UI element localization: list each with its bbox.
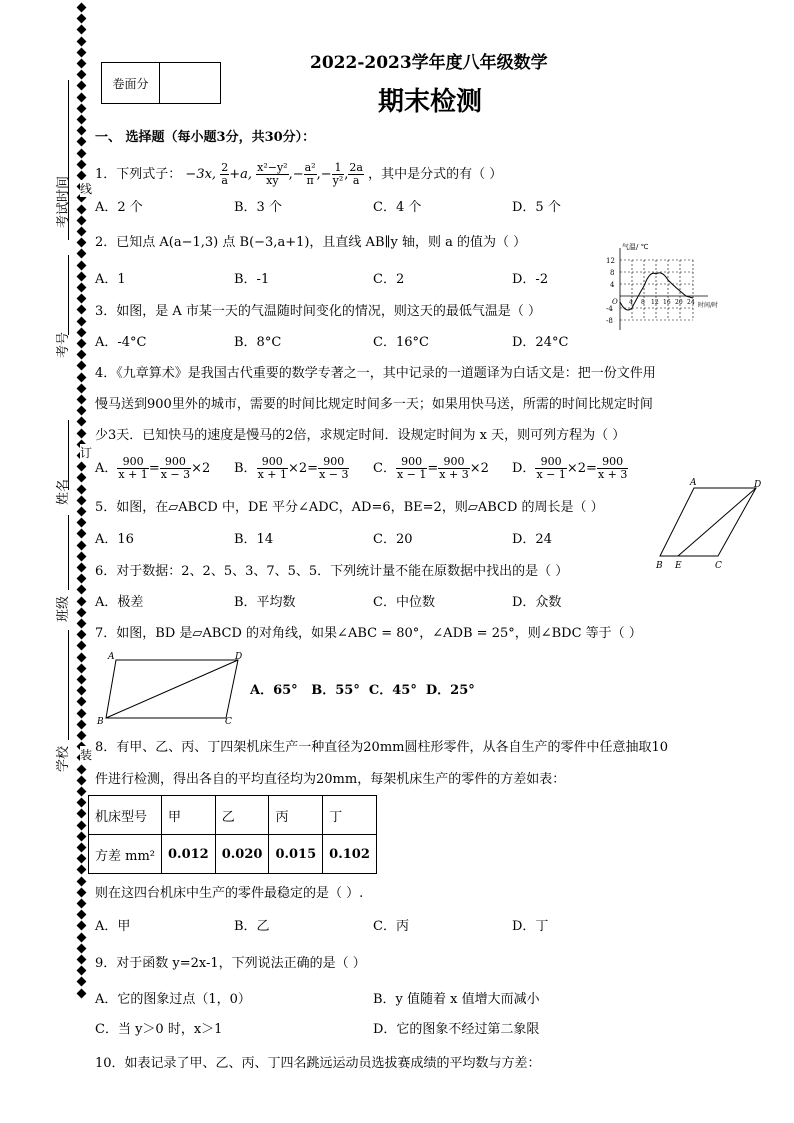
q5-option-b: B．14	[234, 532, 274, 547]
school-label: 学校	[56, 745, 71, 772]
binding-diamond	[77, 910, 87, 920]
table-cell: 0.102	[323, 835, 377, 874]
binding-diamond	[77, 563, 87, 573]
binding-diamond	[77, 540, 87, 550]
q5-label-d: D	[754, 480, 762, 490]
binding-diamond	[77, 495, 87, 505]
q3-chart-xtick: 12	[651, 299, 659, 306]
q1-stem-a: 1．下列式子：	[95, 167, 182, 182]
xian-mark: 线	[80, 182, 93, 196]
binding-diamond	[77, 663, 87, 673]
binding-diamond	[77, 171, 87, 181]
q5-label-c: C	[715, 561, 722, 571]
q4-option-b: B． $\frac{900}{x + 1}$ ×2= $\frac{900}{x - 3}$	[234, 455, 349, 481]
exam-subtitle: 期末检测	[378, 87, 483, 117]
binding-diamond	[77, 507, 87, 517]
table-cell: 丁	[323, 796, 377, 835]
q3-chart-xtick: 4	[629, 299, 633, 306]
score-box-label: 卷面分	[102, 63, 160, 103]
binding-diamond	[77, 260, 87, 270]
binding-diamond	[77, 305, 87, 315]
q2-option-b: B．-1	[234, 272, 270, 287]
table-cell: 0.020	[215, 835, 269, 874]
q7-label-d: D	[235, 652, 243, 662]
binding-diamond	[77, 921, 87, 931]
q9-option-c: C．当 y＞0 时，x＞1	[95, 1022, 223, 1037]
binding-diamond	[77, 966, 87, 976]
q3-chart-xtick: 20	[675, 299, 683, 306]
q5-label-b: B	[656, 561, 663, 571]
binding-diamond	[77, 708, 87, 718]
binding-diamond	[77, 417, 87, 427]
binding-diamond	[77, 887, 87, 897]
binding-diamond	[77, 204, 87, 214]
q7-stem: 7．如图，BD 是▱ABCD 的对角线，如果∠ABC = 80°，∠ADB = 25°，则∠BDC 等于（ ）	[95, 626, 642, 641]
binding-diamond	[77, 406, 87, 416]
q1-option-a: A．2 个	[95, 200, 143, 215]
q8-option-d: D．丁	[512, 919, 549, 934]
q9-option-a: A．它的图象过点（1，0）	[95, 992, 251, 1007]
q5-stem: 5．如图，在▱ABCD 中，DE 平分∠ADC，AD=6，BE=2，则▱ABCD 的周长是（ ）	[95, 500, 604, 515]
binding-diamond	[77, 372, 87, 382]
binding-diamond	[77, 227, 87, 237]
binding-diamond	[77, 955, 87, 965]
binding-diamond	[77, 943, 87, 953]
q7-label-b: B	[97, 717, 104, 727]
binding-diamond	[77, 686, 87, 696]
exam-time-label: 考试时间	[56, 175, 71, 228]
binding-diamond	[77, 641, 87, 651]
q9-option-b: B．y 值随着 x 值增大而减小	[373, 992, 540, 1007]
q1-option-d: D．5 个	[512, 200, 561, 215]
binding-diamond	[77, 607, 87, 617]
binding-diamond	[77, 25, 87, 35]
binding-diamond	[77, 932, 87, 942]
q3-option-a: A．-4°C	[95, 335, 147, 350]
q2-option-c: C．2	[373, 272, 405, 287]
q10-stem: 10．如表记录了甲、乙、丙、丁四名跳远运动员选拔赛成绩的平均数与方差：	[95, 1056, 541, 1071]
binding-diamond	[77, 92, 87, 102]
binding-diamond	[77, 843, 87, 853]
q9-stem: 9．对于函数 y=2x-1，下列说法正确的是（ ）	[95, 956, 366, 971]
q6-option-a: A．极差	[95, 595, 144, 610]
q2-option-a: A．1	[95, 272, 126, 287]
q5-option-a: A．16	[95, 532, 134, 547]
q6-option-d: D．众数	[512, 595, 562, 610]
binding-diamond	[77, 383, 87, 393]
binding-diamond	[77, 977, 87, 987]
binding-diamond	[77, 484, 87, 494]
table-cell: 机床型号	[89, 796, 162, 835]
binding-diamond	[77, 14, 87, 24]
binding-diamond	[77, 787, 87, 797]
binding-diamond	[77, 215, 87, 225]
q8-option-a: A．甲	[95, 919, 131, 934]
q3-temperature-chart	[600, 240, 740, 335]
q3-option-c: C．16°C	[373, 335, 429, 350]
q3-chart-origin: O	[612, 298, 618, 306]
q5-parallelogram-figure	[652, 476, 772, 576]
ding-mark: 订	[80, 446, 93, 460]
binding-diamond	[77, 652, 87, 662]
q1-option-c: C．4 个	[373, 200, 422, 215]
q8-option-b: B．乙	[234, 919, 270, 934]
binding-diamond	[77, 81, 87, 91]
binding-diamond	[77, 798, 87, 808]
q4-option-a: A． $\frac{900}{x + 1}$ = $\frac{900}{x - 3}$ ×2	[95, 455, 211, 481]
q3-option-d: D．24°C	[512, 335, 569, 350]
binding-diamond	[77, 70, 87, 80]
q4-line1: 4．《九章算术》是我国古代重要的数学专著之一，其中记录的一道题译为白话文是：把一份文件用	[95, 366, 656, 381]
q4-line2: 慢马送到900里外的城市，需要的时间比规定时间多一天；如果用快马送，所需的时间比规定时间	[95, 397, 653, 412]
binding-diamond	[77, 316, 87, 326]
section-heading: 一、 选择题（每小题3分，共30分）：	[95, 130, 316, 145]
q8-variance-table	[88, 795, 377, 874]
zhuang-mark: 装	[80, 748, 93, 762]
name-label: 姓名	[56, 478, 71, 505]
q6-stem: 6．对于数据：2、2、5、3、7、5、5．下列统计量不能在原数据中找出的是（ ）	[95, 564, 569, 579]
q3-stem: 3．如图，是 A 市某一天的气温随时间变化的情况，则这天的最低气温是（ ）	[95, 304, 542, 319]
q4-option-c: C． $\frac{900}{x - 1}$ = $\frac{900}{x + 3}$ ×2	[373, 455, 489, 481]
table-cell: 0.012	[162, 835, 216, 874]
binding-diamond	[77, 103, 87, 113]
q6-option-c: C．中位数	[373, 595, 435, 610]
q8-line2: 件进行检测，得出各自的平均直径均为20mm，每架机床生产的零件的方差如表：	[95, 772, 566, 787]
q7-label-a: A	[108, 652, 115, 662]
binding-diamond	[77, 619, 87, 629]
q3-chart-ytick: -8	[606, 317, 613, 325]
table-cell: 丙	[269, 796, 323, 835]
binding-diamond	[77, 238, 87, 248]
q3-option-b: B．8°C	[234, 335, 282, 350]
q1-stem-b: ，其中是分式的有（ ）	[368, 167, 503, 182]
q5-label-a: A	[690, 478, 697, 488]
q3-chart-xtick: 8	[641, 299, 645, 306]
binding-diamond	[77, 630, 87, 640]
binding-diamond	[77, 596, 87, 606]
binding-diamond	[77, 551, 87, 561]
binding-diamond	[77, 899, 87, 909]
binding-diamond	[77, 294, 87, 304]
binding-diamond	[77, 719, 87, 729]
table-cell: 方差 mm²	[89, 835, 162, 874]
binding-diamond	[77, 518, 87, 528]
exam-number-label: 考号	[56, 331, 71, 358]
binding-diamond	[77, 731, 87, 741]
binding-diamond	[77, 249, 87, 259]
q7-label-c: C	[225, 717, 232, 727]
q1-stem: 1．下列式子： −3x, $\frac{2}{a}$ +a, $\frac{\text{x²−y²}}{xy}$ ,− $\frac{\text{a²}}{\pi}$ ,− $\frac{1}{\text{y²}}$ , $\frac{2a}{a}$ ，其中是分式的有（ ）	[95, 161, 503, 187]
binding-diamond	[77, 865, 87, 875]
binding-diamond	[77, 148, 87, 158]
binding-diamond	[77, 350, 87, 360]
binding-diamond	[77, 675, 87, 685]
binding-diamond	[77, 428, 87, 438]
q8-ask: 则在这四台机床中生产的零件最稳定的是（ ）.	[95, 886, 364, 901]
binding-diamond	[77, 126, 87, 136]
q5-label-e: E	[675, 561, 682, 571]
score-box	[101, 62, 221, 104]
binding-diamond	[77, 159, 87, 169]
binding-diamond	[77, 59, 87, 69]
binding-diamond	[77, 339, 87, 349]
binding-diamond	[77, 574, 87, 584]
q4-line3: 少3天．已知快马的速度是慢马的2倍，求规定时间．设规定时间为 x 天，则可列方程为（ ）	[95, 428, 626, 443]
q3-chart-ytick: 4	[610, 281, 615, 289]
q7-options: A．65° B．55° C．45° D．25°	[250, 683, 475, 698]
q3-chart-ytick: 12	[606, 257, 615, 265]
table-cell: 乙	[215, 796, 269, 835]
binding-diamond	[77, 395, 87, 405]
q2-stem: 2．已知点 A(a−1,3) 点 B(−3,a+1)，且直线 AB∥y 轴，则 a 的值为（ ）	[95, 235, 527, 250]
binding-diamond	[77, 327, 87, 337]
binding-diamond	[77, 271, 87, 281]
table-cell: 0.015	[269, 835, 323, 874]
table-row	[89, 796, 377, 835]
q5-option-d: D．24	[512, 532, 552, 547]
q9-option-d: D．它的图象不经过第二象限	[373, 1022, 540, 1037]
binding-diamond	[77, 283, 87, 293]
q5-option-c: C．20	[373, 532, 413, 547]
table-cell: 甲	[162, 796, 216, 835]
q4-option-d: D． $\frac{900}{x - 1}$ ×2= $\frac{900}{x + 3}$	[512, 455, 628, 481]
q3-chart-xtick: 16	[663, 299, 671, 306]
binding-diamond	[77, 529, 87, 539]
binding-diamond	[77, 697, 87, 707]
binding-diamond	[77, 876, 87, 886]
q3-chart-ytick: 8	[610, 269, 615, 277]
q3-chart-ylabel: 气温/ ℃	[622, 243, 649, 251]
binding-diamond	[77, 3, 87, 13]
q8-line1: 8．有甲、乙、丙、丁四架机床生产一种直径为20mm圆柱形零件，从各自生产的零件中任意抽取10	[95, 740, 669, 755]
q6-option-b: B．平均数	[234, 595, 296, 610]
q3-chart-ytick: -4	[606, 305, 613, 313]
table-row	[89, 835, 377, 874]
binding-diamond	[77, 988, 87, 998]
binding-diamond	[77, 36, 87, 46]
binding-diamond	[77, 585, 87, 595]
binding-diamond	[77, 361, 87, 371]
binding-diamond	[77, 473, 87, 483]
q3-chart-xtick: 24	[687, 299, 695, 306]
q7-parallelogram-figure	[96, 650, 246, 728]
exam-title: 2022-2023学年度八年级数学	[310, 53, 548, 73]
q3-chart-xlabel: 时间/时	[698, 302, 719, 309]
binding-diamond	[77, 775, 87, 785]
binding-diamond	[77, 854, 87, 864]
binding-diamond	[77, 115, 87, 125]
binding-diamond	[77, 764, 87, 774]
binding-diamond	[77, 137, 87, 147]
binding-diamond	[77, 820, 87, 830]
binding-diamond	[77, 809, 87, 819]
q1-option-b: B．3 个	[234, 200, 282, 215]
binding-diamond	[77, 462, 87, 472]
binding-diamond	[77, 831, 87, 841]
class-label: 班级	[56, 595, 71, 622]
binding-diamond	[77, 47, 87, 57]
q2-option-d: D．-2	[512, 272, 549, 287]
q8-option-c: C．丙	[373, 919, 409, 934]
